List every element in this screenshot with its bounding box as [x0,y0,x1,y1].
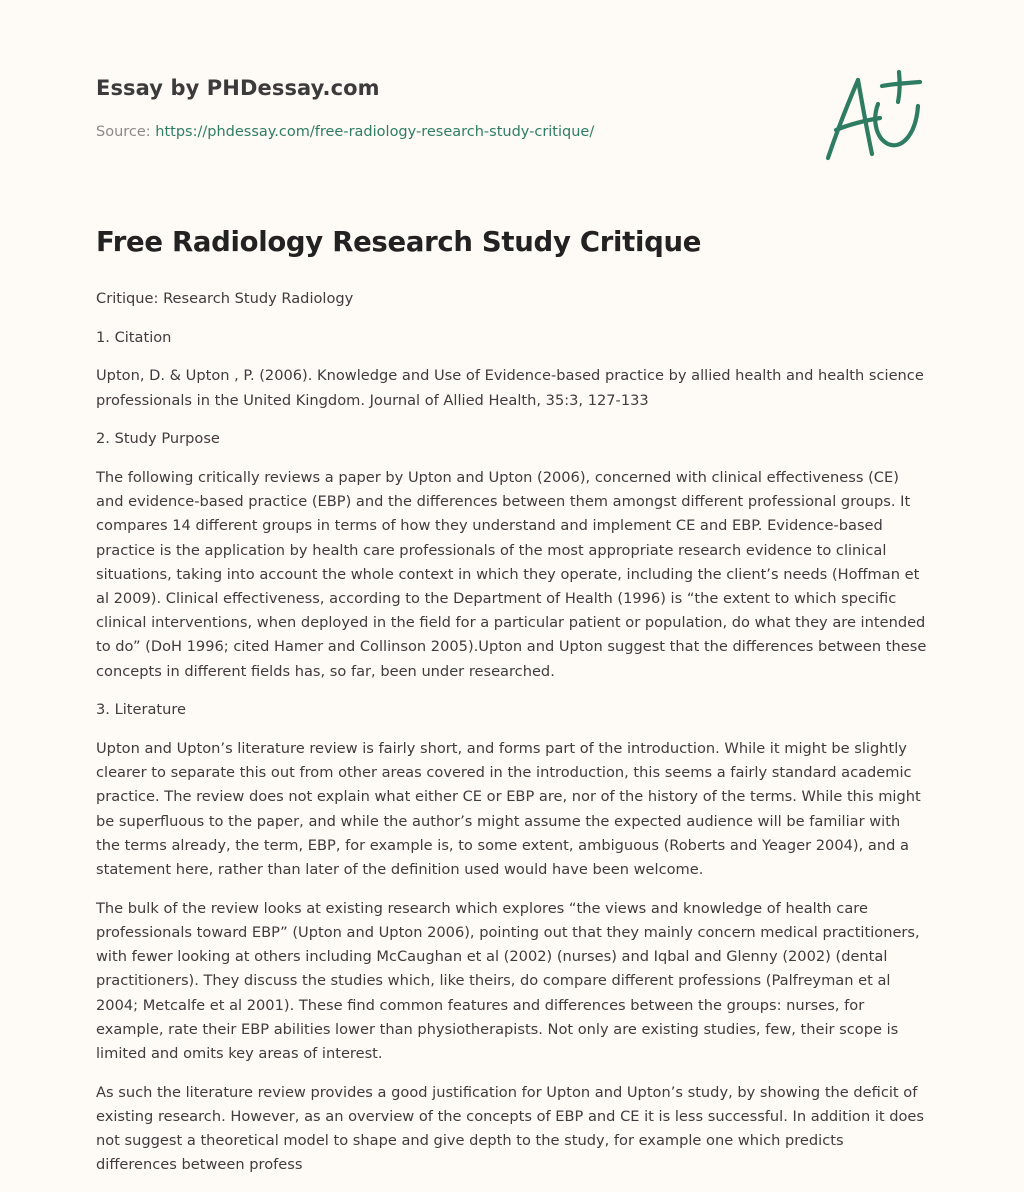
site-brand[interactable]: Essay by PHDessay.com [96,76,380,100]
literature-paragraph: Upton and Upton’s literature review is fairly short, and forms part of the introduction. While it might be slightly clearer to separate this out from other areas covered in the introduction, this seems a fairly standard academic practice. The review does not explain what either CE or EBP are, nor of the history of the terms. While this might be superfluous to the paper, and while the author’s might assume the expected audience will be familiar with the terms already, the term, EBP, for example is, to some extent, ambiguous (Roberts and Yeager 2004), and a statement here, rather than later of the definition used would have been welcome. [96,740,921,879]
study-purpose-paragraph: The following critically reviews a paper by Upton and Upton (2006), concerned with clinical effectiveness (CE) and evidence-based practice (EBP) and the differences between them amongst different professional groups. It compares 14 different groups in terms of how they understand and implement CE and EBP. Evidence-based practice is the application by health care professionals of the most appropriate research evidence to clinical situations, taking into account the whole context in which they operate, including the client’s needs (Hoffman et al 2009). Clinical effectiveness, according to the Department of Health (1996) is “the extent to which specific clinical interventions, when deployed in the field for a particular patient or population, do what they are intended to do” (DoH 1996; cited Hamer and Collinson 2005).Upton and Upton suggest that the differences between these concepts in different fields has, so far, been under researched. [96,469,927,680]
section-heading-literature: 3. Literature [96,701,187,719]
source-link[interactable]: https://phdessay.com/free-radiology-research-study-critique/ [155,124,595,140]
section-heading-study-purpose: 2. Study Purpose [96,430,220,448]
literature-paragraph: As such the literature review provides a good justification for Upton and Upton’s study, by showing the deficit of existing research. However, as an overview of the concepts of EBP and CE it is less successful. In addition it does not suggest a theoretical model to shape and give depth to the study, for example one which predicts differences between profess [96,1083,925,1174]
subtitle-paragraph: Critique: Research Study Radiology [96,290,354,307]
source-line [96,124,594,140]
section-heading-citation: 1. Citation [96,328,172,346]
citation-paragraph: Upton, D. & Upton , P. (2006). Knowledge and Use of Evidence-based practice by allied health and health science professionals in the United Kingdom. Journal of Allied Health, 35:3, 127-133 [96,367,924,409]
page-title: Free Radiology Research Study Critique [96,226,702,258]
essay-body [96,287,928,1192]
page-header [96,0,928,190]
literature-paragraph: The bulk of the review looks at existing research which explores “the views and knowledge of health care professionals toward EBP” (Upton and Upton 2006), pointing out that they mainly concern medical practitioners, with fewer looking at others including McCaughan et al (2002) (nurses) and Iqbal and Glenny (2002) (dental practitioners). They discuss the studies which, like theirs, do compare different professions (Palfreyman et al 2004; Metcalfe et al 2001). These find common features and differences between the groups: nurses, for example, rate their EBP abilities lower than physiotherapists. Not only are existing studies, few, their scope is limited and omits key areas of interest. [96,899,920,1062]
a-plus-logo-icon [822,68,926,164]
source-label: Source: [96,124,156,140]
